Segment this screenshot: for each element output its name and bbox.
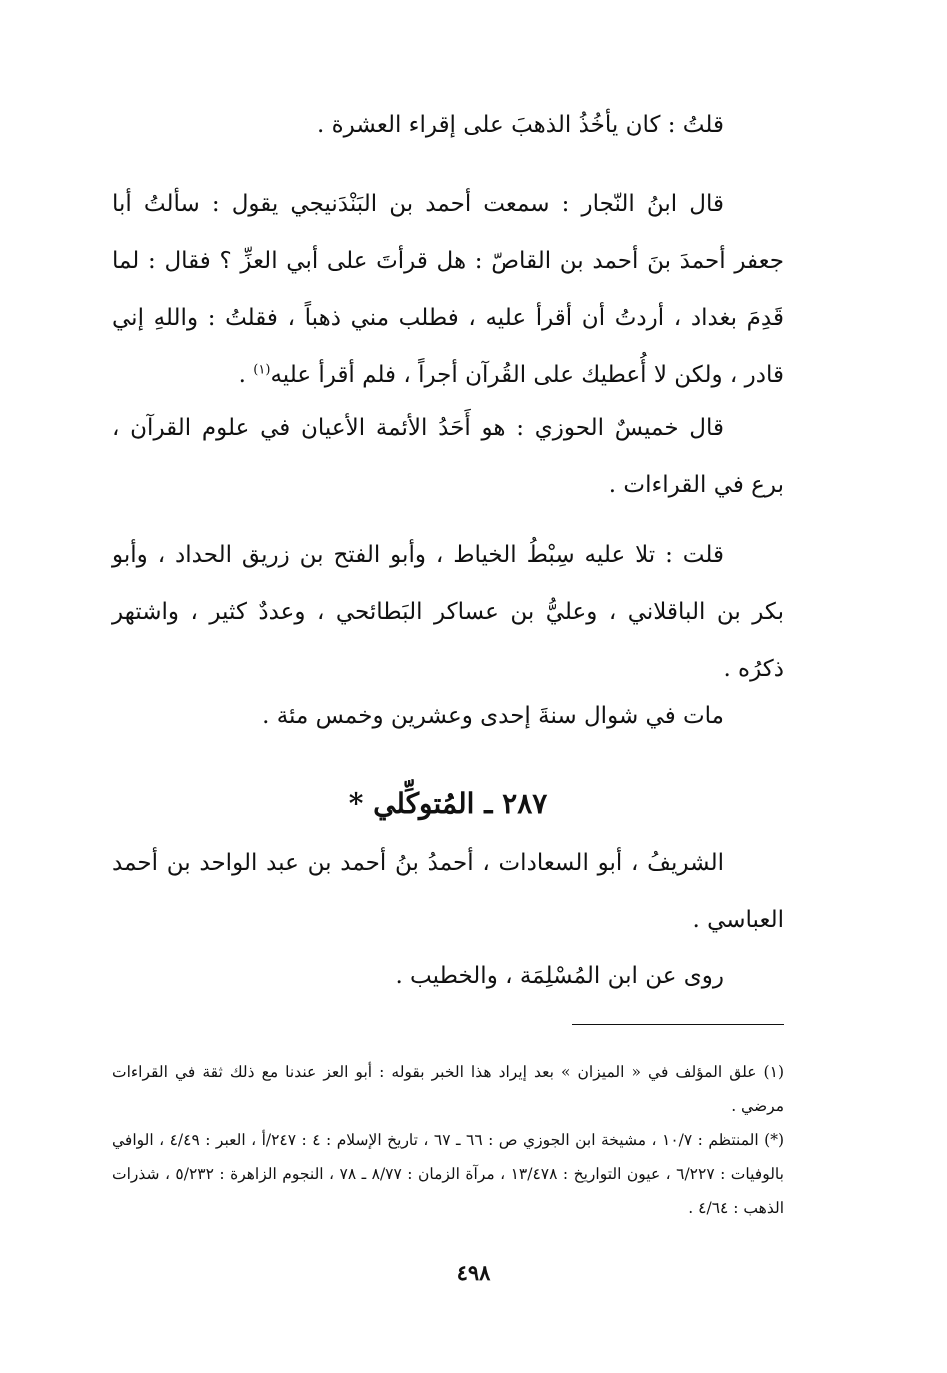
entry-heading-287: ٢٨٧ ـ المُتوكِّلي * bbox=[348, 787, 548, 820]
page-number: ٤٩٨ bbox=[456, 1260, 491, 1285]
paragraph-ibn-najjar-end: . bbox=[238, 362, 254, 388]
paragraph-gold-teaching: قلتُ : كان يأخُذُ الذهبَ على إقراء العشرة . bbox=[316, 112, 724, 138]
paragraph-khamis-hawzi: قال خميسٌ الحوزي : هو أَحَدُ الأئمة الأعيان في علوم القرآن ، برع في القراءات . bbox=[112, 415, 784, 498]
footnote-sources: (*) المنتظم : ١٠/٧ ، مشيخة ابن الجوزي ص : ٦٦ ـ ٦٧ ، تاريخ الإسلام : ٤ : ٢٤٧/أ ، العبر : ٤/٤٩ ، الوافي بالوفيات : ٦/٢٢٧ ، عيون التواريخ : ١٣/٤٧٨ ، مرآة الزمان : ٨/٧٧ ـ ٧٨ ، النجوم الزاهرة : ٥/٢٣٢ ، شذرات الذهب : ٤/٦٤ . bbox=[112, 1131, 785, 1217]
footnote-reference-1: (١) bbox=[253, 362, 271, 378]
footnote-1: (١) علق المؤلف في « الميزان » بعد إيراد هذا الخبر بقوله : أبو العز عندنا مع ذلك ثقة في القراءات مرضي . bbox=[112, 1063, 784, 1115]
paragraph-students: قلت : تلا عليه سِبْطُ الخياط ، وأبو الفتح بن زريق الحداد ، وأبو بكر بن الباقلاني ، وعليُّ بن عساكر البَطائحي ، وعددٌ كثير ، واشتهر ذكرُه . bbox=[112, 542, 784, 682]
paragraph-entry-narration: روى عن ابن المُسْلِمَة ، والخطيب . bbox=[395, 963, 724, 989]
paragraph-entry-lineage: الشريفُ ، أبو السعادات ، أحمدُ بنُ أحمد بن عبد الواحد بن أحمد العباسي . bbox=[112, 850, 784, 933]
paragraph-ibn-najjar-report bbox=[112, 176, 784, 404]
footnote-separator bbox=[572, 1024, 784, 1025]
paragraph-ibn-najjar-text: قال ابنُ النّجار : سمعت أحمد بن البَنْدَنيجي يقول : سألتُ أبا جعفر أحمدَ بنَ أحمد بن القاصّ : هل قرأتَ على أبي العزِّ ؟ فقال : لما قَدِمَ بغداد ، أردتُ أن أقرأ عليه ، فطلب مني ذهباً ، فقلتُ : واللهِ إني قادر ، ولكن لا أُعطيك على القُرآن أجراً ، فلم أقرأ عليه bbox=[112, 191, 784, 388]
paragraph-death-date: مات في شوال سنةَ إحدى وعشرين وخمس مئة . bbox=[262, 703, 724, 729]
